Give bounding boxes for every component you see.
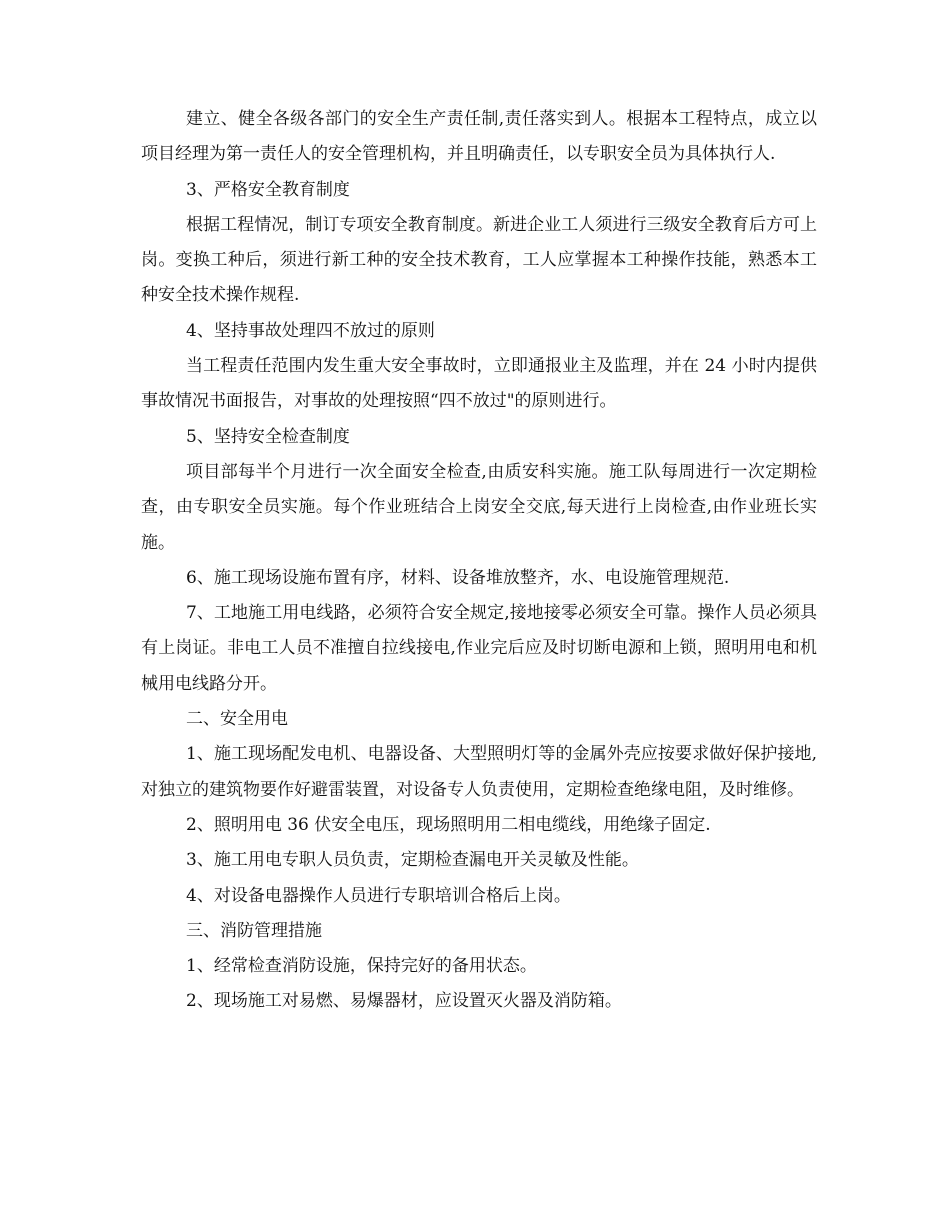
paragraph-grounding: 1、施工现场配发电机、电器设备、大型照明灯等的金属外壳应按要求做好保护接地,对独立的建筑物要作好避雷装置，对设备专人负责使用，定期检查绝缘电阻，及时维修。 bbox=[141, 744, 817, 800]
paragraph-operator-training: 4、对设备电器操作人员进行专职培训合格后上岗。 bbox=[186, 885, 571, 906]
paragraph-leakage-check: 3、施工用电专职人员负责，定期检查漏电开关灵敏及性能。 bbox=[186, 850, 639, 871]
paragraph-site-electricity-lines: 7、工地施工用电线路，必须符合安全规定,接地接零必须安全可靠。操作人员必须具有上岗证。非电工人员不准擅自拉线接电,作业完后应及时切断电源和上锁，照明用电和机械用电线路分开。 bbox=[141, 603, 817, 694]
heading-safety-inspection: 5、坚持安全检查制度 bbox=[186, 426, 350, 447]
paragraph-safety-education: 根据工程情况，制订专项安全教育制度。新进企业工人须进行三级安全教育后方可上岗。变换工种后，须进行新工种的安全技术教育，工人应掌握本工种操作技能，熟悉本工种安全技术操作规程. bbox=[141, 214, 817, 306]
heading-safety-education: 3、严格安全教育制度 bbox=[186, 179, 350, 200]
paragraph-site-layout: 6、施工现场设施布置有序，材料、设备堆放整齐，水、电设施管理规范. bbox=[186, 567, 730, 588]
heading-fire-prevention: 三、消防管理措施 bbox=[186, 920, 322, 941]
paragraph-fire-extinguishers: 2、现场施工对易燃、易爆器材，应设置灭火器及消防箱。 bbox=[186, 991, 622, 1012]
paragraph-lighting-voltage: 2、照明用电 36 伏安全电压，现场照明用二相电缆线，用绝缘子固定. bbox=[186, 814, 711, 835]
paragraph-responsibility-system: 建立、健全各级各部门的安全生产责任制,责任落实到人。根据本工程特点，成立以项目经理为第一责任人的安全管理机构，并且明确责任，以专职安全员为具体执行人. bbox=[141, 109, 817, 165]
paragraph-accident-handling: 当工程责任范围内发生重大安全事故时，立即通报业主及监理，并在 24 小时内提供事故情况书面报告，对事故的处理按照“四不放过"的原则进行。 bbox=[141, 356, 817, 412]
heading-accident-handling: 4、坚持事故处理四不放过的原则 bbox=[186, 320, 435, 341]
paragraph-safety-inspection: 项目部每半个月进行一次全面安全检查,由质安科实施。施工队每周进行一次定期检查，由专职安全员实施。每个作业班结合上岗安全交底,每天进行上岗检查,由作业班长实施。 bbox=[141, 461, 817, 553]
paragraph-fire-facilities: 1、经常检查消防设施，保持完好的备用状态。 bbox=[186, 956, 537, 977]
document-page bbox=[141, 102, 817, 1020]
heading-electrical-safety: 二、安全用电 bbox=[186, 709, 288, 730]
